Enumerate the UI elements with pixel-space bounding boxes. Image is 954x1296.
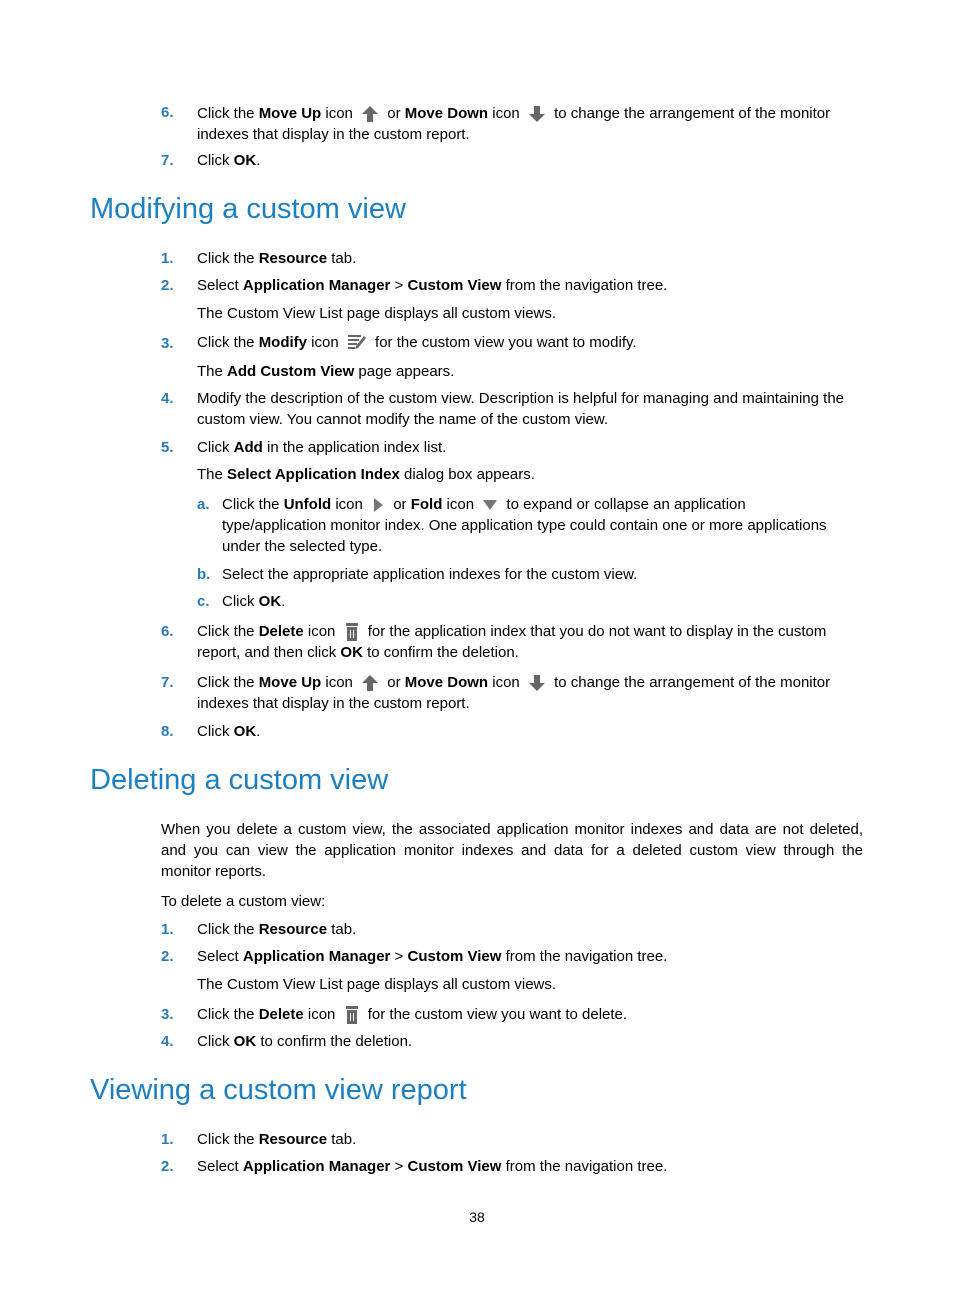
step-note: The Select Application Index dialog box appears. xyxy=(197,466,535,483)
step-number: 6. xyxy=(161,104,174,121)
step-text: Click the Resource tab. xyxy=(197,250,357,267)
substep-text: Click the Unfold icon or Fold icon to expand or collapse an application xyxy=(222,496,746,513)
step-text: Click the Move Up icon or Move Down icon to change the arrangement of the monitor xyxy=(197,674,831,691)
step-number: 4. xyxy=(161,1033,174,1050)
delete-icon xyxy=(344,622,360,642)
substep-text-cont: under the selected type. xyxy=(222,538,383,555)
substep-letter: a. xyxy=(197,496,210,513)
step-text: Click OK. xyxy=(197,723,261,740)
step-text: Click OK. xyxy=(197,152,261,169)
modify-icon xyxy=(347,333,367,353)
move-up-icon xyxy=(361,674,379,692)
step-text: Click the Delete icon for the application index that you do not want to display in the custom xyxy=(197,621,826,642)
step-text: Select Application Manager > Custom View from the navigation tree. xyxy=(197,277,668,294)
step-number: 2. xyxy=(161,277,174,294)
step-text: Click OK to confirm the deletion. xyxy=(197,1033,413,1050)
step-number: 3. xyxy=(161,335,174,352)
step-note: The Custom View List page displays all custom views. xyxy=(197,976,557,993)
step-text: Modify the description of the custom view. Description is helpful for managing and maintaining the xyxy=(197,390,845,407)
step-number: 7. xyxy=(161,152,174,169)
step-text: Click Add in the application index list. xyxy=(197,439,447,456)
step-text: Click the Resource tab. xyxy=(197,1131,357,1148)
paragraph-line: monitor reports. xyxy=(161,863,267,880)
step-text-cont: indexes that display in the custom report. xyxy=(197,695,470,712)
substep-letter: c. xyxy=(197,593,210,610)
step-number: 1. xyxy=(161,921,174,938)
step-text-cont: report, and then click OK to confirm the deletion. xyxy=(197,644,519,661)
step-text: Click the Modify icon for the custom view you want to modify. xyxy=(197,332,637,353)
step-text: Select Application Manager > Custom View from the navigation tree. xyxy=(197,948,668,965)
intro-text: To delete a custom view: xyxy=(161,893,326,910)
step-text-cont: indexes that display in the custom report. xyxy=(197,126,470,143)
step-note: The Add Custom View page appears. xyxy=(197,363,455,380)
step-text-cont: custom view. You cannot modify the name of the custom view. xyxy=(197,411,609,428)
substep-letter: b. xyxy=(197,566,211,583)
delete-icon xyxy=(344,1005,360,1025)
step-text: Click the Move Up icon or Move Down icon to change the arrangement of the monitor xyxy=(197,105,831,122)
step-number: 2. xyxy=(161,1158,174,1175)
step-note: The Custom View List page displays all custom views. xyxy=(197,305,557,322)
section-heading: Deleting a custom view xyxy=(90,764,389,796)
unfold-icon xyxy=(371,497,385,513)
step-number: 8. xyxy=(161,723,174,740)
move-down-icon xyxy=(528,105,546,123)
step-number: 4. xyxy=(161,390,174,407)
step-number: 2. xyxy=(161,948,174,965)
step-text: Click the Resource tab. xyxy=(197,921,357,938)
step-number: 1. xyxy=(161,250,174,267)
step-number: 1. xyxy=(161,1131,174,1148)
substep-text-cont: type/application monitor index. One application type could contain one or more applications xyxy=(222,517,827,534)
step-number: 5. xyxy=(161,439,174,456)
fold-icon xyxy=(482,498,498,512)
step-text: Click the Delete icon for the custom view you want to delete. xyxy=(197,1004,627,1025)
paragraph-line: When you delete a custom view, the associated application monitor indexes and data are not deleted, xyxy=(161,821,863,838)
paragraph-line: and you can view the application monitor indexes and data for a deleted custom view through the xyxy=(161,842,863,859)
move-down-icon xyxy=(528,674,546,692)
step-number: 7. xyxy=(161,674,174,691)
section-heading: Viewing a custom view report xyxy=(90,1074,467,1106)
step-number: 3. xyxy=(161,1006,174,1023)
substep-text: Select the appropriate application indexes for the custom view. xyxy=(222,566,638,583)
substep-text: Click OK. xyxy=(222,593,286,610)
move-up-icon xyxy=(361,105,379,123)
step-text: Select Application Manager > Custom View from the navigation tree. xyxy=(197,1158,668,1175)
section-heading: Modifying a custom view xyxy=(90,193,406,225)
page-number: 38 xyxy=(469,1209,485,1225)
step-number: 6. xyxy=(161,623,174,640)
